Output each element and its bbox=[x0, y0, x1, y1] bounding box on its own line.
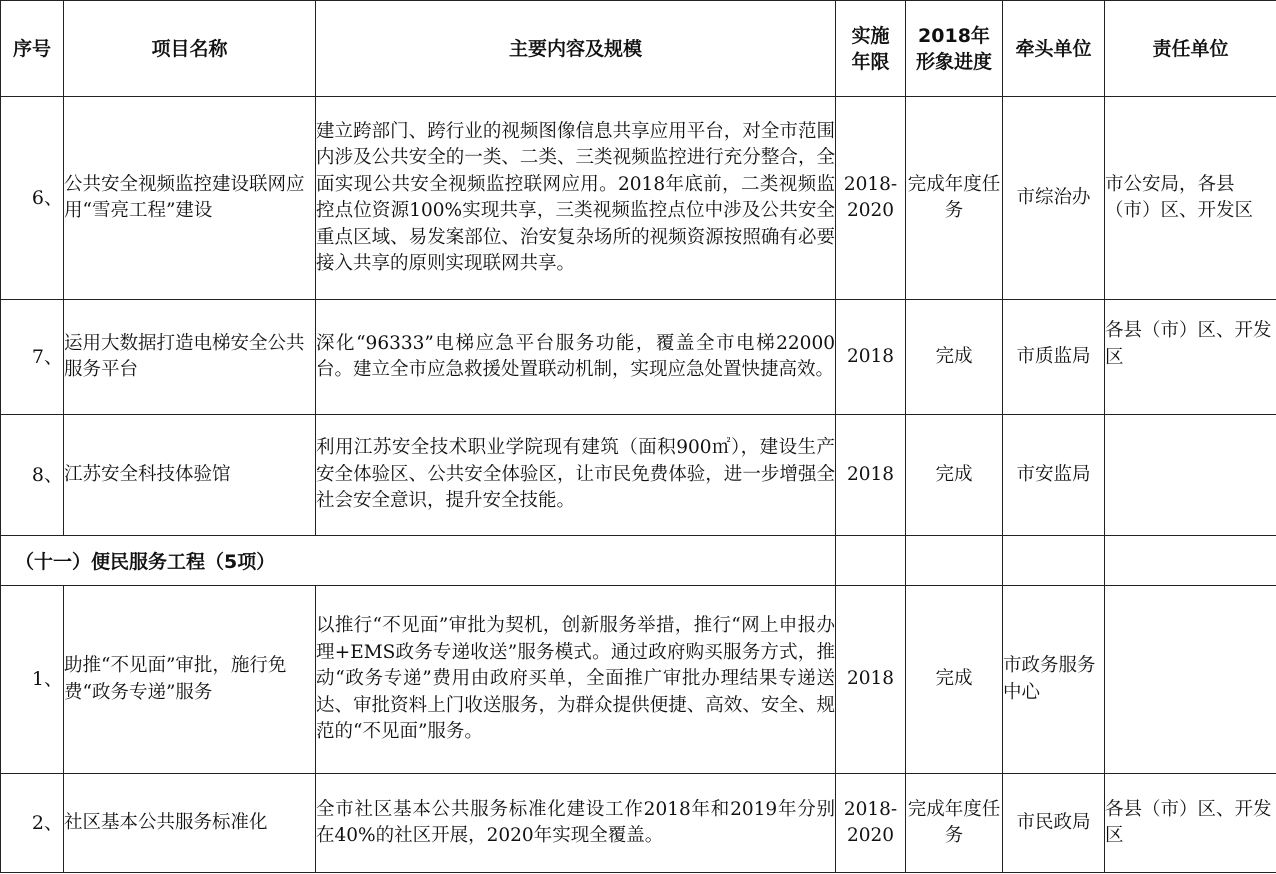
row-project-name: 运用大数据打造电梯安全公共服务平台 bbox=[64, 300, 316, 415]
row-project-name: 江苏安全科技体验馆 bbox=[64, 415, 316, 536]
table-row bbox=[1, 300, 1276, 415]
row-content: 建立跨部门、跨行业的视频图像信息共享应用平台，对全市范围内涉及公共安全的一类、二类、三类视频监控进行充分整合，全面实现公共安全视频监控联网应用。2018年底前，二类视频监控点位资源100%实现共享，三类视频监控点位中涉及公共安全重点区域、易发案部位、治安复杂场所的视频资源按照确有必要接入共享的原则实现联网共享。 bbox=[316, 97, 836, 300]
row-responsible bbox=[1105, 586, 1276, 774]
section-empty-cell bbox=[1105, 536, 1276, 586]
row-period: 2018-2020 bbox=[836, 774, 906, 873]
row-progress: 完成 bbox=[906, 586, 1003, 774]
row-responsible: 市公安局，各县（市）区、开发区 bbox=[1105, 97, 1276, 300]
row-project-name: 公共安全视频监控建设联网应用“雪亮工程”建设 bbox=[64, 97, 316, 300]
row-index: 6、 bbox=[1, 97, 64, 300]
row-content: 以推行“不见面”审批为契机，创新服务举措，推行“网上申报办理+EMS政务专递收送”服务模式。通过政府购买服务方式，推动“政务专递”费用由政府买单，全面推广审批办理结果专递送达、审批资料上门收送服务，为群众提供便捷、高效、安全、规范的“不见面”服务。 bbox=[316, 586, 836, 774]
table-row bbox=[1, 415, 1276, 536]
row-period: 2018 bbox=[836, 586, 906, 774]
section-row bbox=[1, 536, 1276, 586]
section-empty-cell bbox=[1003, 536, 1105, 586]
row-responsible: 各县（市）区、开发区 bbox=[1105, 774, 1276, 873]
row-project-name: 社区基本公共服务标准化 bbox=[64, 774, 316, 873]
header-name: 项目名称 bbox=[64, 1, 316, 97]
header-period-line2: 年限 bbox=[851, 50, 890, 73]
row-period: 2018 bbox=[836, 300, 906, 415]
row-responsible: 各县（市）区、开发区 bbox=[1105, 300, 1276, 415]
row-lead: 市安监局 bbox=[1003, 415, 1105, 536]
header-progress-line1: 2018年 bbox=[918, 24, 990, 47]
row-progress: 完成 bbox=[906, 415, 1003, 536]
row-index: 8、 bbox=[1, 415, 64, 536]
row-progress: 完成 bbox=[906, 300, 1003, 415]
row-content: 全市社区基本公共服务标准化建设工作2018年和2019年分别在40%的社区开展，2020年实现全覆盖。 bbox=[316, 774, 836, 873]
header-index: 序号 bbox=[1, 1, 64, 97]
header-responsible: 责任单位 bbox=[1105, 1, 1276, 97]
header-period-line1: 实施 bbox=[851, 24, 890, 47]
row-progress: 完成年度任务 bbox=[906, 97, 1003, 300]
section-empty-cell bbox=[906, 536, 1003, 586]
header-lead: 牵头单位 bbox=[1003, 1, 1105, 97]
row-index: 2、 bbox=[1, 774, 64, 873]
row-period: 2018 bbox=[836, 415, 906, 536]
row-progress: 完成年度任务 bbox=[906, 774, 1003, 873]
header-progress-line2: 形象进度 bbox=[915, 50, 992, 73]
row-lead: 市质监局 bbox=[1003, 300, 1105, 415]
row-lead: 市综治办 bbox=[1003, 97, 1105, 300]
row-index: 7、 bbox=[1, 300, 64, 415]
header-row bbox=[1, 1, 1276, 97]
row-responsible bbox=[1105, 415, 1276, 536]
section-title: （十一）便民服务工程（5项） bbox=[1, 536, 836, 586]
table-row bbox=[1, 97, 1276, 300]
header-progress bbox=[906, 1, 1003, 97]
table-row bbox=[1, 586, 1276, 774]
table-row bbox=[1, 774, 1276, 873]
row-lead: 市民政局 bbox=[1003, 774, 1105, 873]
row-content: 深化“96333”电梯应急平台服务功能，覆盖全市电梯22000台。建立全市应急救援处置联动机制，实现应急处置快捷高效。 bbox=[316, 300, 836, 415]
row-lead: 市政务服务中心 bbox=[1003, 586, 1105, 774]
header-period bbox=[836, 1, 906, 97]
row-content: 利用江苏安全技术职业学院现有建筑（面积900㎡），建设生产安全体验区、公共安全体验区，让市民免费体验，进一步增强全社会安全意识，提升安全技能。 bbox=[316, 415, 836, 536]
row-period: 2018-2020 bbox=[836, 97, 906, 300]
header-content: 主要内容及规模 bbox=[316, 1, 836, 97]
row-project-name: 助推“不见面”审批，施行免费“政务专递”服务 bbox=[64, 586, 316, 774]
row-index: 1、 bbox=[1, 586, 64, 774]
section-empty-cell bbox=[836, 536, 906, 586]
